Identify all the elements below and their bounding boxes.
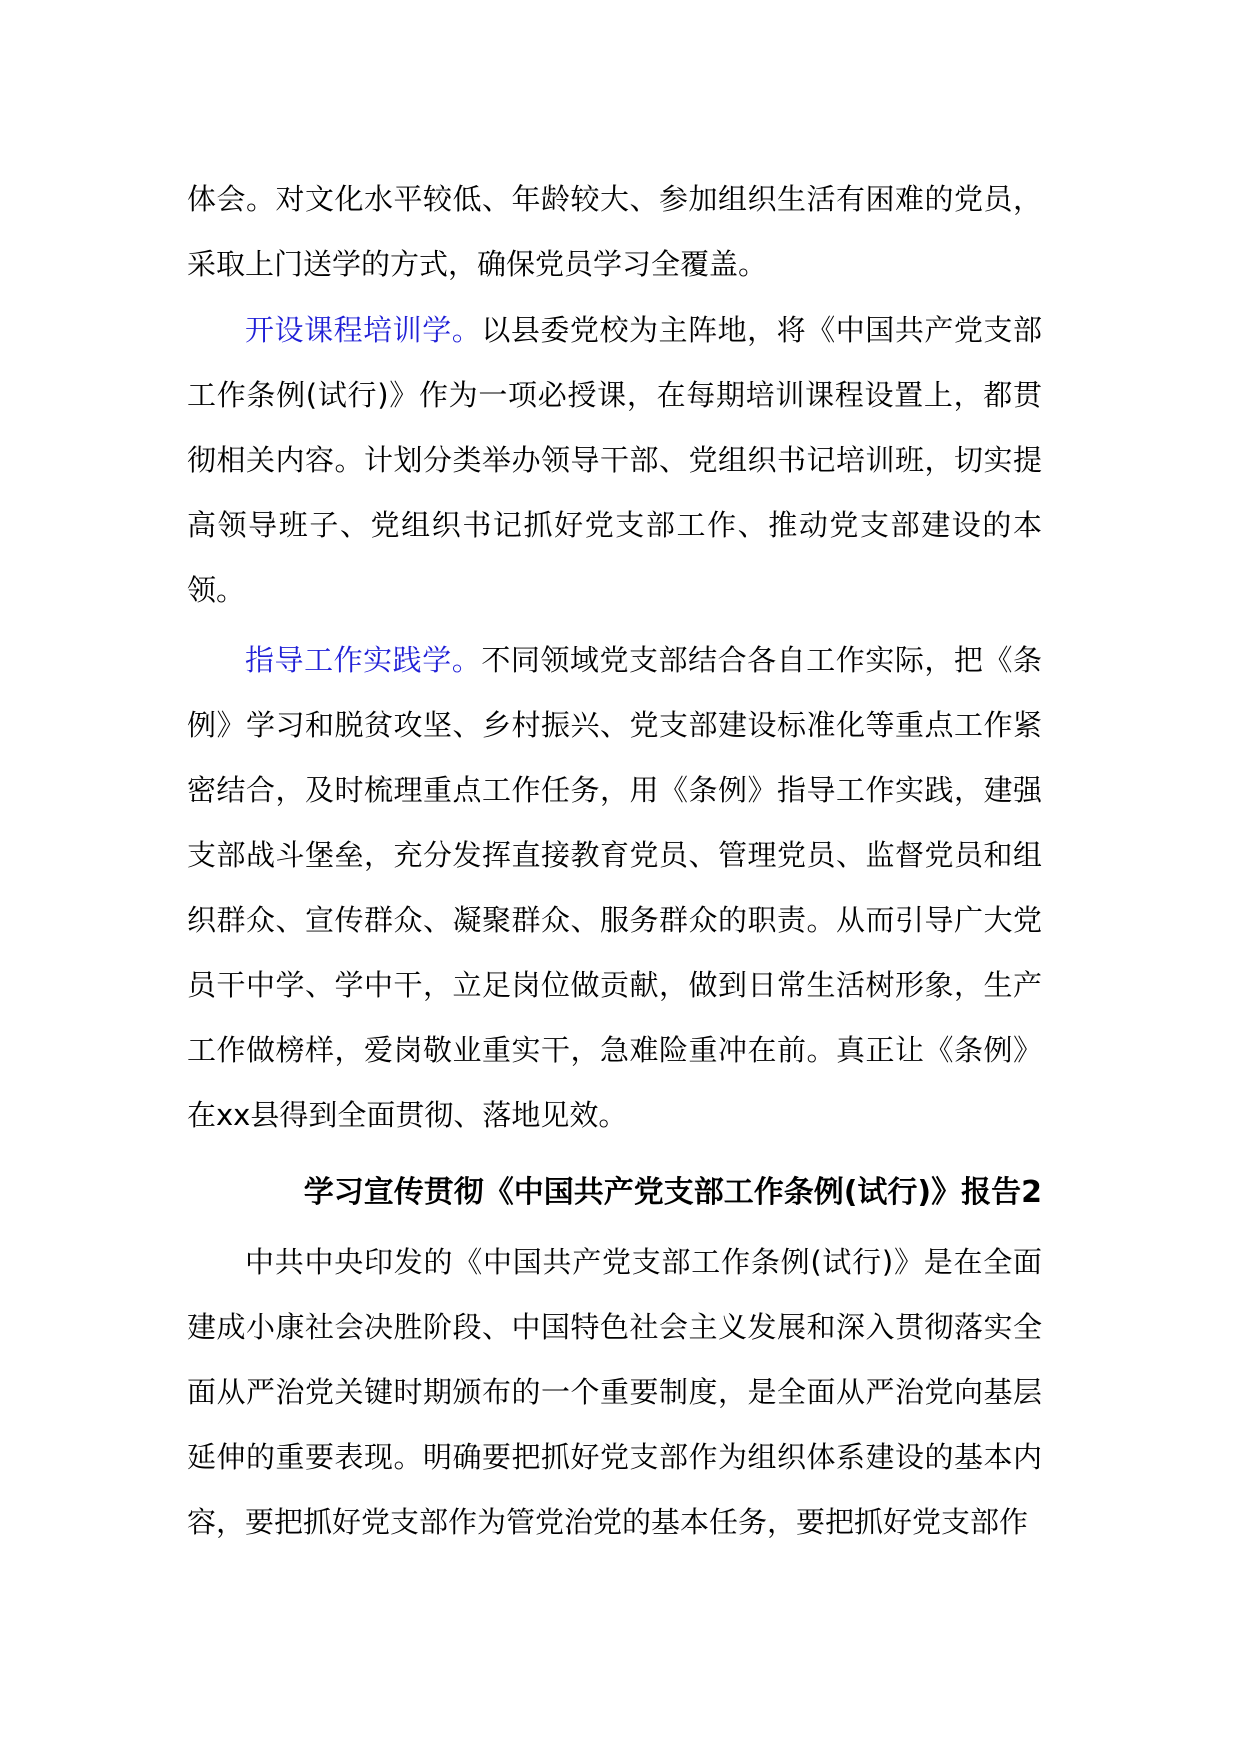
paragraph-work-practice [187,628,1042,1148]
paragraph-intro [187,1230,1042,1555]
paragraph-lead-heading: 开设课程培训学。 [245,313,482,347]
paragraph-text: 体会。对文化水平较低、年龄较大、参加组织生活有困难的党员，采取上门送学的方式，确保党员学习全覆盖。 [187,182,1042,281]
paragraph-text: 中共中央印发的《中国共产党支部工作条例(试行)》是在全面建成小康社会决胜阶段、中国特色社会主义发展和深入贯彻落实全面从严治党关键时期颁布的一个重要制度，是全面从严治党向基层延伸的重要表现。明确要把抓好党支部作为组织体系建设的基本内容，要把抓好党支部作为管党治党的基本任务，要把抓好党支部作 [187,1245,1042,1539]
paragraph-lead-heading: 指导工作实践学。 [245,643,482,677]
paragraph-continuation [187,167,1042,297]
paragraph-text: 不同领域党支部结合各自工作实际，把《条例》学习和脱贫攻坚、乡村振兴、党支部建设标准化等重点工作紧密结合，及时梳理重点工作任务，用《条例》指导工作实践，建强支部战斗堡垒，充分发挥直接教育党员、管理党员、监督党员和组织群众、宣传群众、凝聚群众、服务群众的职责。从而引导广大党员干中学、学中干，立足岗位做贡献，做到日常生活树形象，生产工作做榜样，爱岗敬业重实干，急难险重冲在前。真正让《条例》在xx县得到全面贯彻、落地见效。 [187,643,1042,1132]
section-heading: 学习宣传贯彻《中国共产党支部工作条例(试行)》报告2 [303,1175,1042,1210]
paragraph-text: 以县委党校为主阵地，将《中国共产党支部工作条例(试行)》作为一项必授课，在每期培训课程设置上，都贯彻相关内容。计划分类举办领导干部、党组织书记培训班，切实提高领导班子、党组织书记抓好党支部工作、推动党支部建设的本领。 [187,313,1042,607]
paragraph-course-training [187,298,1042,623]
